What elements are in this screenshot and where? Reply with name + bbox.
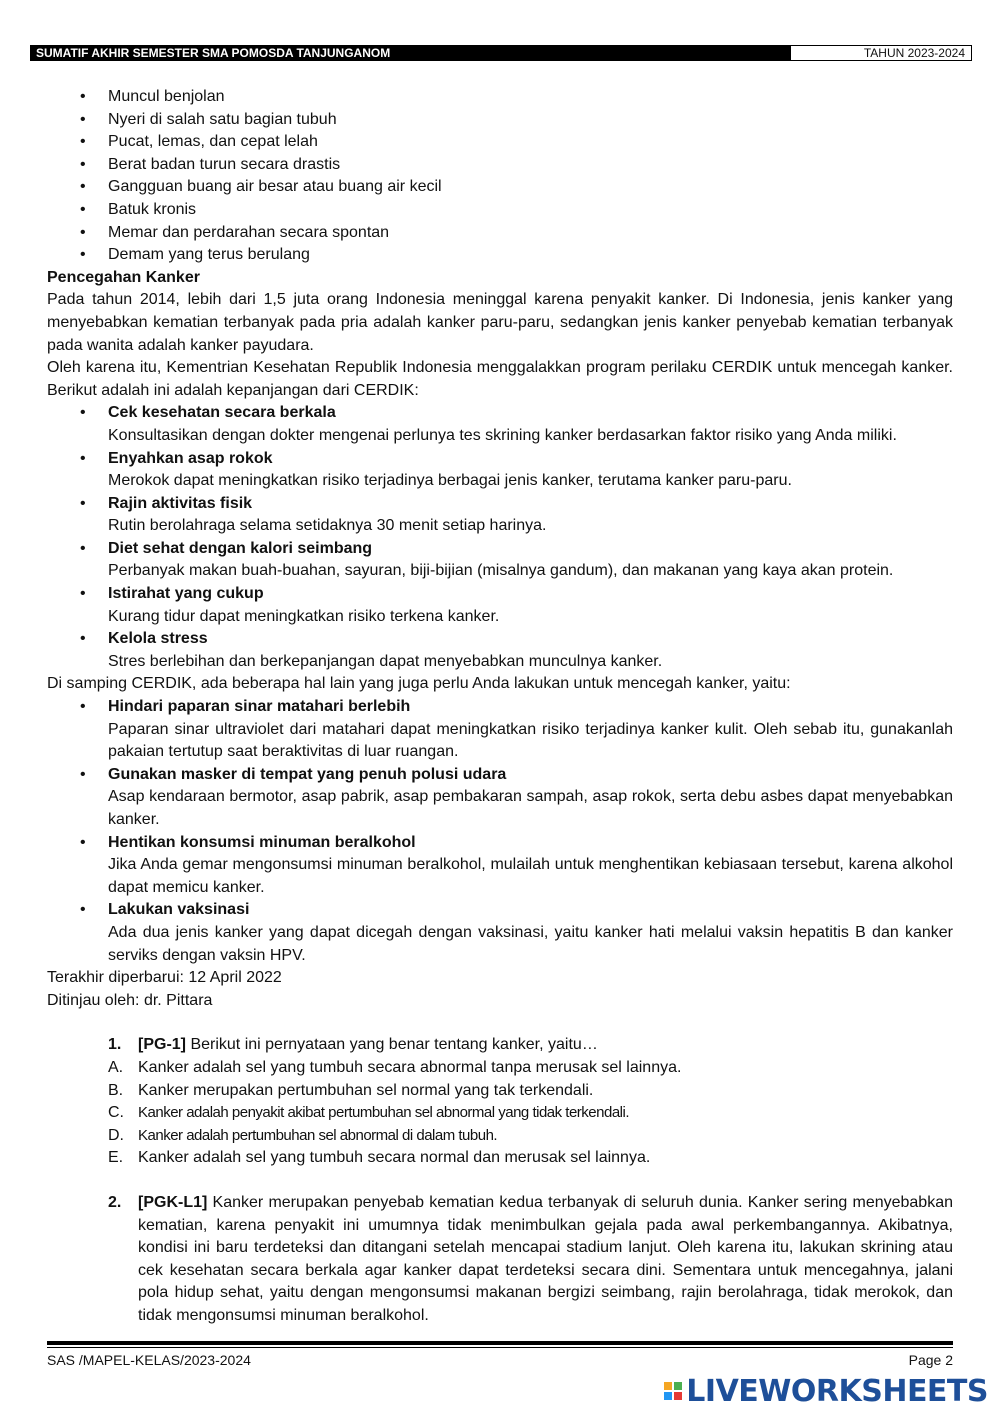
- question-tag: [PGK-L1]: [138, 1193, 208, 1211]
- item-title: • Cek kesehatan secara berkala: [108, 404, 336, 422]
- list-item: • Gangguan buang air besar atau buang air kecil: [47, 176, 953, 199]
- option-text: Kanker adalah penyakit akibat pertumbuhan sel abnormal yang tidak terkendali.: [138, 1104, 629, 1122]
- option-letter: B.: [108, 1081, 124, 1099]
- item-desc: Kurang tidur dapat meningkatkan risiko terkena kanker.: [108, 607, 500, 625]
- option-text: Kanker merupakan pertumbuhan sel normal yang tak terkendali.: [138, 1081, 594, 1099]
- header-year: TAHUN 2023-2024: [790, 45, 972, 61]
- list-item: • Memar dan perdarahan secara spontan: [47, 222, 953, 245]
- paragraph: Oleh karena itu, Kementrian Kesehatan Republik Indonesia menggalakkan program perilaku CERDIK untuk mencegah kanker. Berikut adalah ini adalah kepanjangan dari CERDIK:: [47, 359, 953, 399]
- option-d[interactable]: [108, 1125, 953, 1148]
- question-text: Kanker merupakan penyebab kematian kedua terbanyak di seluruh dunia. Kanker sering menyebabkan kematian, karena penyakit ini umumnya tidak menimbulkan gejala pada awal perkembangannya. Akibatnya, kondisi ini baru terdeteksi dan ditangani setelah mencapai stadium lanjut. Oleh karena itu, lakukan skrining atau cek kesehatan secara berkala agar kanker dapat terdeteksi secara dini. Sementara untuk mencegahnya, jalani pola hidup sehat, yaitu dengan mengonsumsi makanan bergizi seimbang, rajin berolahraga, tidak merokok, dan tidak mengonsumsi minuman beralkohol.: [138, 1193, 953, 1324]
- question-number: 1.: [108, 1036, 122, 1054]
- other-tips-list: [47, 696, 953, 967]
- option-letter: A.: [108, 1058, 124, 1076]
- item-desc: Asap kendaraan bermotor, asap pabrik, asap pembakaran sampah, asap rokok, serta debu asbes dapat menyebabkan kanker.: [108, 788, 953, 828]
- item-title: • Gunakan masker di tempat yang penuh polusi udara: [108, 765, 507, 783]
- header-title: SUMATIF AKHIR SEMESTER SMA POMOSDA TANJUNGANOM: [30, 45, 790, 61]
- item-desc: Paparan sinar ultraviolet dari matahari dapat meningkatkan risiko terjadinya kanker kulit. Oleh sebab itu, gunakanlah pakaian tertutup saat beraktivitas di luar ruangan.: [108, 720, 953, 761]
- question-number: 2.: [108, 1193, 122, 1211]
- option-text: Kanker adalah sel yang tumbuh secara abnormal tanpa merusak sel lainnya.: [138, 1058, 682, 1076]
- brand-logo-icon: [664, 1382, 682, 1400]
- item-desc: Rutin berolahraga selama setidaknya 30 menit setiap harinya.: [108, 517, 547, 535]
- list-item: [47, 493, 953, 538]
- list-item: [47, 696, 953, 764]
- item-title: • Hentikan konsumsi minuman beralkohol: [108, 833, 416, 851]
- reviewer: Ditinjau oleh: dr. Pittara: [47, 991, 213, 1009]
- question-text: Berikut ini pernyataan yang benar tentang kanker, yaitu…: [186, 1036, 598, 1054]
- symptom-list: [47, 86, 953, 267]
- question-2: [108, 1192, 953, 1328]
- option-e[interactable]: [108, 1147, 953, 1170]
- page-header: [30, 45, 972, 61]
- option-text: Kanker adalah pertumbuhan sel abnormal di dalam tubuh.: [138, 1126, 498, 1144]
- option-letter: E.: [108, 1149, 124, 1167]
- item-desc: Konsultasikan dengan dokter mengenai perlunya tes skrining kanker berdasarkan faktor risiko yang Anda miliki.: [108, 426, 897, 444]
- item-title: • Lakukan vaksinasi: [108, 901, 250, 919]
- list-item: • Muncul benjolan: [47, 86, 953, 109]
- section-heading: Pencegahan Kanker: [47, 268, 200, 286]
- item-title: • Diet sehat dengan kalori seimbang: [108, 539, 373, 557]
- option-a[interactable]: [108, 1057, 953, 1080]
- list-item: [47, 583, 953, 628]
- question-1: [108, 1034, 953, 1057]
- paragraph: Di samping CERDIK, ada beberapa hal lain yang juga perlu Anda lakukan untuk mencegah kanker, yaitu:: [47, 675, 791, 693]
- item-title: • Rajin aktivitas fisik: [108, 494, 253, 512]
- footer-rule: [47, 1347, 953, 1348]
- list-item: • Demam yang terus berulang: [47, 244, 953, 267]
- list-item: [47, 832, 953, 900]
- list-item: • Pucat, lemas, dan cepat lelah: [47, 131, 953, 154]
- item-desc: Jika Anda gemar mengonsumsi minuman beralkohol, mulailah untuk menghentikan kebiasaan tersebut, karena alkohol dapat memicu kanker.: [108, 856, 953, 896]
- option-letter: D.: [108, 1126, 124, 1144]
- list-item: [47, 538, 953, 583]
- list-item: [47, 448, 953, 493]
- footer-code: SAS /MAPEL-KELAS/2023-2024: [47, 1352, 251, 1368]
- option-b[interactable]: [108, 1080, 953, 1103]
- item-desc: Perbanyak makan buah-buahan, sayuran, biji-bijian (misalnya gandum), dan makanan yang kaya akan protein.: [108, 562, 894, 580]
- question-tag: [PG-1]: [138, 1036, 186, 1054]
- list-item: • Nyeri di salah satu bagian tubuh: [47, 109, 953, 132]
- list-item: • Berat badan turun secara drastis: [47, 154, 953, 177]
- option-letter: C.: [108, 1104, 124, 1122]
- item-title: • Enyahkan asap rokok: [108, 449, 273, 467]
- item-desc: Merokok dapat meningkatkan risiko terjadinya berbagai jenis kanker, terutama kanker paru-paru.: [108, 472, 792, 490]
- item-desc: Ada dua jenis kanker yang dapat dicegah dengan vaksinasi, yaitu kanker hati melalui vaksin hepatitis B dan kanker serviks dengan vaksin HPV.: [108, 923, 953, 964]
- document-body: [47, 86, 953, 1327]
- option-text: Kanker adalah sel yang tumbuh secara normal dan merusak sel lainnya.: [138, 1149, 651, 1167]
- brand-text: LIVEWORKSHEETS: [686, 1373, 988, 1409]
- item-title: • Istirahat yang cukup: [108, 585, 264, 603]
- page-number: Page 2: [908, 1352, 953, 1368]
- list-item: [47, 402, 953, 447]
- cerdik-list: [47, 402, 953, 673]
- list-item: [47, 899, 953, 967]
- list-item: [47, 764, 953, 832]
- updated-date: Terakhir diperbarui: 12 April 2022: [47, 969, 282, 987]
- list-item: [47, 628, 953, 673]
- liveworksheets-logo[interactable]: [664, 1372, 988, 1410]
- footer-rule: [47, 1341, 953, 1345]
- item-title: • Kelola stress: [108, 630, 208, 648]
- item-title: • Hindari paparan sinar matahari berlebih: [108, 698, 411, 716]
- paragraph: Pada tahun 2014, lebih dari 1,5 juta orang Indonesia meninggal karena penyakit kanker. Di Indonesia, jenis kanker yang menyebabkan kematian terbanyak pada pria adalah kanker paru-paru, sedangkan jenis kanker penyebab kematian terbanyak pada wanita adalah kanker payudara.: [47, 291, 953, 354]
- option-c[interactable]: [108, 1102, 953, 1125]
- list-item: • Batuk kronis: [47, 199, 953, 222]
- questions-section: [108, 1034, 953, 1327]
- item-desc: Stres berlebihan dan berkepanjangan dapat menyebabkan munculnya kanker.: [108, 652, 663, 670]
